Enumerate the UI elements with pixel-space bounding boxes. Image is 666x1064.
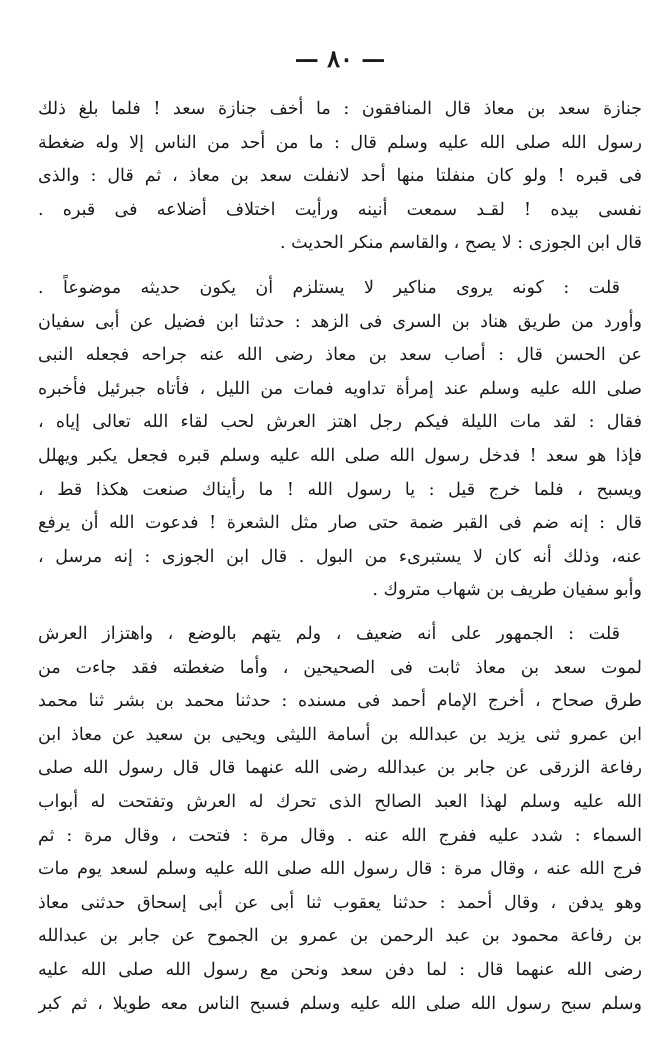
text-line: صلى الله عليه وسلم عند إمرأة تداويه فمات من الليل ، فأتاه جبرئيل فأخبره: [38, 378, 642, 399]
text-line: فقال : لقد مات الليلة فيكم رجل اهتز العرش لحب لقاء الله تعالى إياه ،: [38, 412, 642, 433]
text-line: قال ابن الجوزى : لا يصح ، والقاسم منكر الحديث .: [279, 233, 642, 254]
text-line: السماء : شدد عليه ففرج الله عنه . وقال مرة : فتحت ، وقال مرة : ثم: [38, 825, 642, 846]
text-line: ابن عمرو ثنى يزيد بن عبدالله بن أسامة الليثى ويحيى بن سعيد عن معاذ ابن: [38, 724, 642, 745]
text-line: عنه، وذلك أنه كان لا يستبرىء من البول . قال ابن الجوزى : إنه مرسل ،: [38, 546, 642, 567]
text-line: وهو يدفن ، وقال أحمد : حدثنا يعقوب ثنا أبى عن أبى إسحاق حدثنى معاذ: [38, 892, 642, 913]
document-page: [38, 0, 642, 1064]
text-line: رفاعة الزرقى عن جابر بن عبدالله رضى الله عنهما قال قال رسول الله صلى: [38, 758, 642, 779]
paragraph-3: [38, 618, 642, 1021]
text-line: وسلم سبح رسول الله صلى الله عليه وسلم فسبح الناس معه طويلا ، ثم كبر: [38, 993, 642, 1014]
text-line: فى قبره ! ولو كان منفلتا منها أحد لانفلت سعد بن معاذ ، ثم قال : والذى: [38, 166, 642, 187]
text-line: ويسبح ، فلما خرج قيل : يا رسول الله ! ما رأيناك صنعت هكذا قط ،: [38, 479, 642, 500]
text-line: قال : إنه ضم فى القبر ضمة حتى صار مثل الشعرة ! فدعوت الله أن يرفع: [38, 513, 642, 534]
page-number: — ٨٠ —: [294, 44, 386, 73]
paragraph-2: [38, 272, 642, 608]
text-line: فإذا هو سعد ! فدخل رسول الله صلى الله عليه وسلم قبره فجعل يكبر ويهلل: [38, 445, 642, 466]
text-line: وأورد من طريق هناد بن السرى فى الزهد : حدثنا ابن فضيل عن أبى سفيان: [38, 311, 642, 332]
text-line: وأبو سفيان طريف بن شهاب متروك .: [372, 580, 642, 601]
text-line: جنازة سعد بن معاذ قال المنافقون : ما أخف جنازة سعد ! فلما بلغ ذلك: [38, 99, 642, 119]
text-line: لموت سعد بن معاذ ثابت فى الصحيحين ، وأما ضغطته فقد جاءت من: [38, 657, 642, 678]
text-line: طرق صحاح ، أخرج الإمام أحمد فى مسنده : حدثنا محمد بن بشر ثنا محمد: [38, 691, 642, 712]
text-line: الله عليه وسلم لهذا العبد الصالح الذى تحرك له العرش وتفتحت له أبواب: [38, 791, 642, 812]
text-line: قلت : كونه يروى مناكير لا يستلزم أن يكون حديثه موضوعاً .: [38, 278, 620, 298]
text-line: قلت : الجمهور على أنه ضعيف ، ولم يتهم بالوضع ، واهتزاز العرش: [38, 624, 620, 644]
text-line: رسول الله صلى الله عليه وسلم قال : ما من أحد من الناس إلا وله ضغطة: [38, 132, 642, 153]
text-line: رضى الله عنهما قال : لما دفن سعد ونحن مع رسول الله صلى الله عليه: [38, 959, 642, 980]
text-line: عن الحسن قال : أصاب سعد بن معاذ رضى الله عنه جراحه فجعله النبى: [38, 345, 642, 366]
paragraph-1: [38, 93, 642, 261]
text-line: فرج الله عنه ، وقال مرة : قال رسول الله صلى الله عليه وسلم لسعد يوم مات: [38, 859, 642, 880]
text-line: بن رفاعة محمود بن عبد الرحمن بن عمرو بن الجموح عن جابر بن عبدالله: [38, 926, 642, 947]
text-line: نفسى بيده ! لقـد سمعت أنينه ورأيت اختلاف أضلاعه فى قبره .: [38, 199, 642, 220]
